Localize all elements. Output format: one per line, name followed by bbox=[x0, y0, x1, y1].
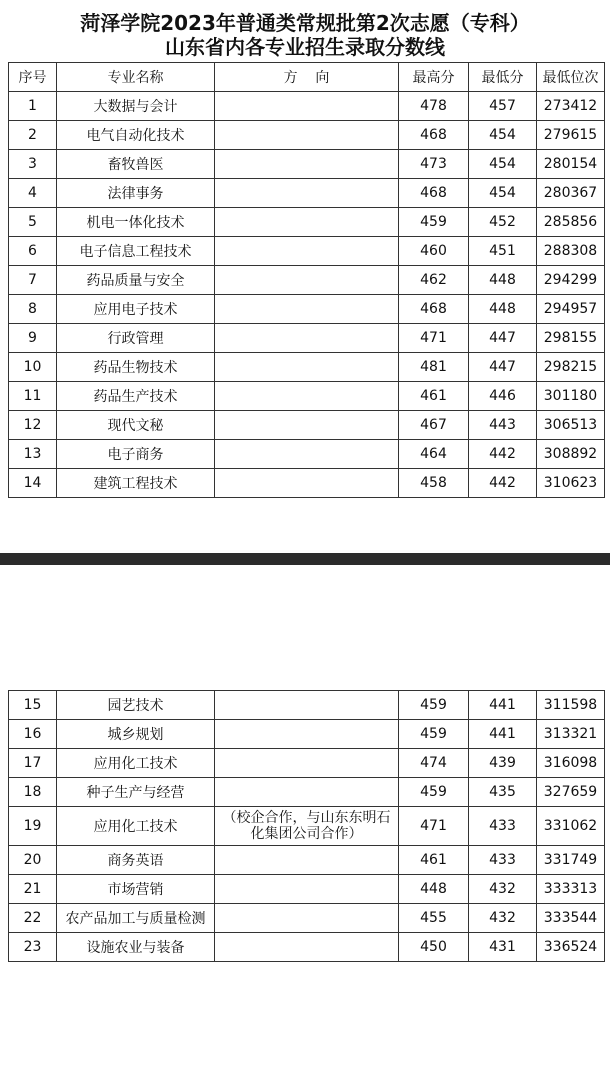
cell-major: 商务英语 bbox=[57, 846, 215, 875]
cell-index: 4 bbox=[9, 179, 57, 208]
cell-index: 11 bbox=[9, 382, 57, 411]
cell-min-score: 432 bbox=[469, 904, 537, 933]
cell-direction bbox=[215, 92, 399, 121]
table-row bbox=[9, 208, 605, 237]
header-min-rank: 最低位次 bbox=[537, 63, 605, 92]
cell-min-score: 446 bbox=[469, 382, 537, 411]
table-row bbox=[9, 121, 605, 150]
table-row bbox=[9, 904, 605, 933]
cell-direction bbox=[215, 324, 399, 353]
cell-direction bbox=[215, 411, 399, 440]
table-row bbox=[9, 778, 605, 807]
table-header-row bbox=[9, 63, 605, 92]
cell-min-score: 451 bbox=[469, 237, 537, 266]
cell-direction bbox=[215, 904, 399, 933]
cell-min-score: 432 bbox=[469, 875, 537, 904]
table-row bbox=[9, 382, 605, 411]
cell-max-score: 459 bbox=[399, 208, 469, 237]
cell-max-score: 460 bbox=[399, 237, 469, 266]
cell-major: 大数据与会计 bbox=[57, 92, 215, 121]
cell-direction bbox=[215, 846, 399, 875]
cell-max-score: 450 bbox=[399, 933, 469, 962]
cell-min-score: 454 bbox=[469, 121, 537, 150]
cell-min-rank: 273412 bbox=[537, 92, 605, 121]
cell-major: 法律事务 bbox=[57, 179, 215, 208]
cell-max-score: 474 bbox=[399, 749, 469, 778]
cell-min-score: 441 bbox=[469, 691, 537, 720]
cell-direction bbox=[215, 237, 399, 266]
cell-direction bbox=[215, 440, 399, 469]
cell-min-score: 433 bbox=[469, 846, 537, 875]
cell-index: 23 bbox=[9, 933, 57, 962]
cell-major: 种子生产与经营 bbox=[57, 778, 215, 807]
cell-major: 应用化工技术 bbox=[57, 749, 215, 778]
cell-min-rank: 279615 bbox=[537, 121, 605, 150]
cell-max-score: 462 bbox=[399, 266, 469, 295]
cell-max-score: 459 bbox=[399, 720, 469, 749]
table-row bbox=[9, 266, 605, 295]
cell-min-score: 433 bbox=[469, 807, 537, 846]
table-row bbox=[9, 875, 605, 904]
cell-major: 设施农业与装备 bbox=[57, 933, 215, 962]
cell-min-rank: 311598 bbox=[537, 691, 605, 720]
cell-index: 7 bbox=[9, 266, 57, 295]
admission-score-table-bottom bbox=[8, 690, 605, 962]
cell-direction bbox=[215, 778, 399, 807]
cell-min-rank: 294299 bbox=[537, 266, 605, 295]
cell-min-score: 442 bbox=[469, 469, 537, 498]
table-row bbox=[9, 807, 605, 846]
table-row bbox=[9, 691, 605, 720]
cell-min-score: 447 bbox=[469, 324, 537, 353]
cell-index: 2 bbox=[9, 121, 57, 150]
header-index: 序号 bbox=[9, 63, 57, 92]
cell-index: 13 bbox=[9, 440, 57, 469]
cell-index: 15 bbox=[9, 691, 57, 720]
cell-direction bbox=[215, 121, 399, 150]
cell-min-rank: 298215 bbox=[537, 353, 605, 382]
table-row bbox=[9, 324, 605, 353]
cell-major: 建筑工程技术 bbox=[57, 469, 215, 498]
table-row bbox=[9, 411, 605, 440]
cell-index: 20 bbox=[9, 846, 57, 875]
cell-major: 药品生产技术 bbox=[57, 382, 215, 411]
cell-min-rank: 298155 bbox=[537, 324, 605, 353]
cell-min-rank: 280154 bbox=[537, 150, 605, 179]
cell-min-score: 448 bbox=[469, 295, 537, 324]
table-row bbox=[9, 720, 605, 749]
page-divider bbox=[0, 553, 610, 565]
cell-index: 22 bbox=[9, 904, 57, 933]
cell-max-score: 448 bbox=[399, 875, 469, 904]
table-row bbox=[9, 440, 605, 469]
cell-min-score: 447 bbox=[469, 353, 537, 382]
cell-direction bbox=[215, 691, 399, 720]
admission-score-table-top bbox=[8, 62, 605, 498]
cell-min-rank: 306513 bbox=[537, 411, 605, 440]
cell-min-score: 431 bbox=[469, 933, 537, 962]
cell-min-rank: 313321 bbox=[537, 720, 605, 749]
cell-index: 1 bbox=[9, 92, 57, 121]
cell-direction: （校企合作，与山东东明石化集团公司合作） bbox=[215, 807, 399, 846]
cell-index: 21 bbox=[9, 875, 57, 904]
table-row bbox=[9, 353, 605, 382]
cell-min-rank: 331062 bbox=[537, 807, 605, 846]
cell-major: 电气自动化技术 bbox=[57, 121, 215, 150]
cell-major: 药品质量与安全 bbox=[57, 266, 215, 295]
cell-direction bbox=[215, 295, 399, 324]
cell-major: 药品生物技术 bbox=[57, 353, 215, 382]
cell-min-rank: 336524 bbox=[537, 933, 605, 962]
cell-direction bbox=[215, 150, 399, 179]
table-row bbox=[9, 933, 605, 962]
cell-min-rank: 301180 bbox=[537, 382, 605, 411]
cell-direction bbox=[215, 266, 399, 295]
cell-major: 现代文秘 bbox=[57, 411, 215, 440]
cell-min-score: 454 bbox=[469, 150, 537, 179]
cell-min-score: 454 bbox=[469, 179, 537, 208]
cell-min-rank: 316098 bbox=[537, 749, 605, 778]
cell-min-rank: 280367 bbox=[537, 179, 605, 208]
cell-max-score: 478 bbox=[399, 92, 469, 121]
cell-max-score: 471 bbox=[399, 324, 469, 353]
table-row bbox=[9, 749, 605, 778]
cell-index: 6 bbox=[9, 237, 57, 266]
cell-major: 市场营销 bbox=[57, 875, 215, 904]
cell-min-rank: 333544 bbox=[537, 904, 605, 933]
page-title: 菏泽学院2023年普通类常规批第2次志愿（专科） bbox=[80, 11, 530, 35]
cell-direction bbox=[215, 875, 399, 904]
cell-index: 9 bbox=[9, 324, 57, 353]
cell-major: 城乡规划 bbox=[57, 720, 215, 749]
cell-max-score: 473 bbox=[399, 150, 469, 179]
cell-min-rank: 294957 bbox=[537, 295, 605, 324]
cell-index: 18 bbox=[9, 778, 57, 807]
page-subtitle: 山东省内各专业招生录取分数线 bbox=[165, 35, 445, 59]
cell-direction bbox=[215, 933, 399, 962]
cell-min-score: 452 bbox=[469, 208, 537, 237]
cell-min-rank: 308892 bbox=[537, 440, 605, 469]
header-major: 专业名称 bbox=[57, 63, 215, 92]
table-row bbox=[9, 295, 605, 324]
cell-index: 10 bbox=[9, 353, 57, 382]
table-row bbox=[9, 150, 605, 179]
cell-max-score: 459 bbox=[399, 778, 469, 807]
cell-direction bbox=[215, 749, 399, 778]
cell-min-rank: 310623 bbox=[537, 469, 605, 498]
table-row bbox=[9, 179, 605, 208]
cell-direction bbox=[215, 720, 399, 749]
cell-max-score: 467 bbox=[399, 411, 469, 440]
header-max-score: 最高分 bbox=[399, 63, 469, 92]
cell-max-score: 458 bbox=[399, 469, 469, 498]
cell-max-score: 464 bbox=[399, 440, 469, 469]
cell-index: 8 bbox=[9, 295, 57, 324]
cell-direction bbox=[215, 179, 399, 208]
cell-max-score: 461 bbox=[399, 382, 469, 411]
table-row bbox=[9, 92, 605, 121]
cell-index: 14 bbox=[9, 469, 57, 498]
cell-index: 5 bbox=[9, 208, 57, 237]
cell-major: 电子信息工程技术 bbox=[57, 237, 215, 266]
table-row bbox=[9, 237, 605, 266]
cell-max-score: 468 bbox=[399, 179, 469, 208]
table-row bbox=[9, 469, 605, 498]
cell-direction bbox=[215, 382, 399, 411]
cell-min-rank: 333313 bbox=[537, 875, 605, 904]
cell-major: 行政管理 bbox=[57, 324, 215, 353]
cell-index: 3 bbox=[9, 150, 57, 179]
cell-index: 12 bbox=[9, 411, 57, 440]
cell-index: 16 bbox=[9, 720, 57, 749]
cell-major: 机电一体化技术 bbox=[57, 208, 215, 237]
cell-major: 园艺技术 bbox=[57, 691, 215, 720]
cell-min-score: 439 bbox=[469, 749, 537, 778]
cell-max-score: 468 bbox=[399, 295, 469, 324]
cell-min-score: 443 bbox=[469, 411, 537, 440]
cell-max-score: 455 bbox=[399, 904, 469, 933]
cell-min-score: 435 bbox=[469, 778, 537, 807]
cell-min-rank: 288308 bbox=[537, 237, 605, 266]
cell-direction bbox=[215, 208, 399, 237]
cell-max-score: 468 bbox=[399, 121, 469, 150]
cell-min-score: 441 bbox=[469, 720, 537, 749]
cell-min-score: 448 bbox=[469, 266, 537, 295]
cell-major: 畜牧兽医 bbox=[57, 150, 215, 179]
cell-min-rank: 331749 bbox=[537, 846, 605, 875]
cell-min-rank: 285856 bbox=[537, 208, 605, 237]
cell-max-score: 459 bbox=[399, 691, 469, 720]
cell-direction bbox=[215, 353, 399, 382]
cell-major: 电子商务 bbox=[57, 440, 215, 469]
cell-major: 应用电子技术 bbox=[57, 295, 215, 324]
cell-major: 应用化工技术 bbox=[57, 807, 215, 846]
cell-index: 19 bbox=[9, 807, 57, 846]
cell-min-score: 457 bbox=[469, 92, 537, 121]
table-row bbox=[9, 846, 605, 875]
cell-min-score: 442 bbox=[469, 440, 537, 469]
cell-min-rank: 327659 bbox=[537, 778, 605, 807]
cell-max-score: 471 bbox=[399, 807, 469, 846]
cell-direction bbox=[215, 469, 399, 498]
cell-index: 17 bbox=[9, 749, 57, 778]
header-min-score: 最低分 bbox=[469, 63, 537, 92]
cell-max-score: 461 bbox=[399, 846, 469, 875]
header-direction: 方 向 bbox=[215, 63, 399, 92]
cell-major: 农产品加工与质量检测 bbox=[57, 904, 215, 933]
cell-max-score: 481 bbox=[399, 353, 469, 382]
